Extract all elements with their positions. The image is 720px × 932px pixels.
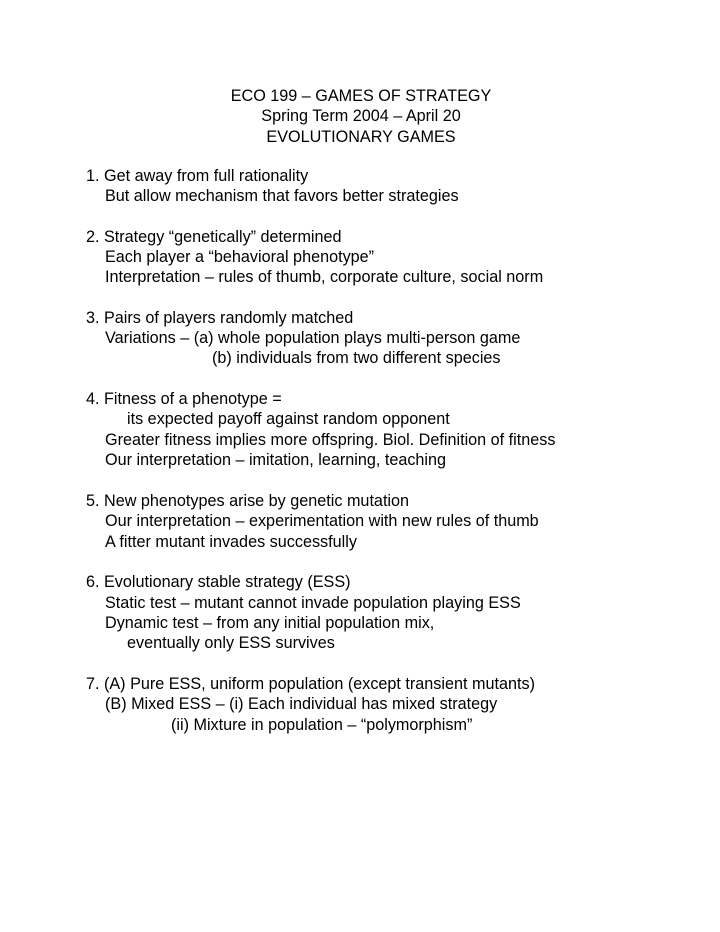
item-4-line-3: Our interpretation – imitation, learning, teaching: [105, 451, 447, 469]
item-6-line-2: Dynamic test – from any initial population mix,: [105, 614, 435, 632]
item-7-line-1: (B) Mixed ESS – (i) Each individual has mixed strategy: [105, 695, 498, 713]
term-date: Spring Term 2004 – April 20: [261, 107, 461, 126]
item-4-line-1: its expected payoff against random opponent: [127, 410, 450, 428]
item-2-line-2: Interpretation – rules of thumb, corporate culture, social norm: [105, 268, 544, 286]
item-2-heading: 2. Strategy “genetically” determined: [86, 228, 342, 246]
item-6-heading: 6. Evolutionary stable strategy (ESS): [86, 573, 351, 591]
item-1-line-1: But allow mechanism that favors better strategies: [105, 187, 459, 205]
item-4-line-2: Greater fitness implies more offspring. Biol. Definition of fitness: [105, 431, 556, 449]
item-2-line-1: Each player a “behavioral phenotype”: [105, 248, 375, 266]
course-title: ECO 199 – GAMES OF STRATEGY: [230, 87, 492, 105]
item-7-heading: 7. (A) Pure ESS, uniform population (except transient mutants): [86, 675, 535, 693]
item-7-line-2: (ii) Mixture in population – “polymorphism”: [171, 716, 473, 734]
item-3-line-2: (b) individuals from two different species: [212, 349, 501, 367]
item-1-heading: 1. Get away from full rationality: [86, 167, 309, 185]
document-header: [0, 86, 720, 147]
item-4-heading: 4. Fitness of a phenotype =: [86, 390, 282, 408]
item-6-line-3: eventually only ESS survives: [127, 634, 335, 652]
item-6-line-1: Static test – mutant cannot invade population playing ESS: [105, 594, 521, 612]
lecture-topic: EVOLUTIONARY GAMES: [266, 127, 456, 146]
item-5-line-2: A fitter mutant invades successfully: [105, 533, 357, 551]
item-5-line-1: Our interpretation – experimentation with new rules of thumb: [105, 512, 539, 530]
item-5-heading: 5. New phenotypes arise by genetic mutation: [86, 492, 410, 510]
item-3-line-1: Variations – (a) whole population plays multi-person game: [105, 329, 521, 347]
item-3-heading: 3. Pairs of players randomly matched: [86, 309, 354, 327]
